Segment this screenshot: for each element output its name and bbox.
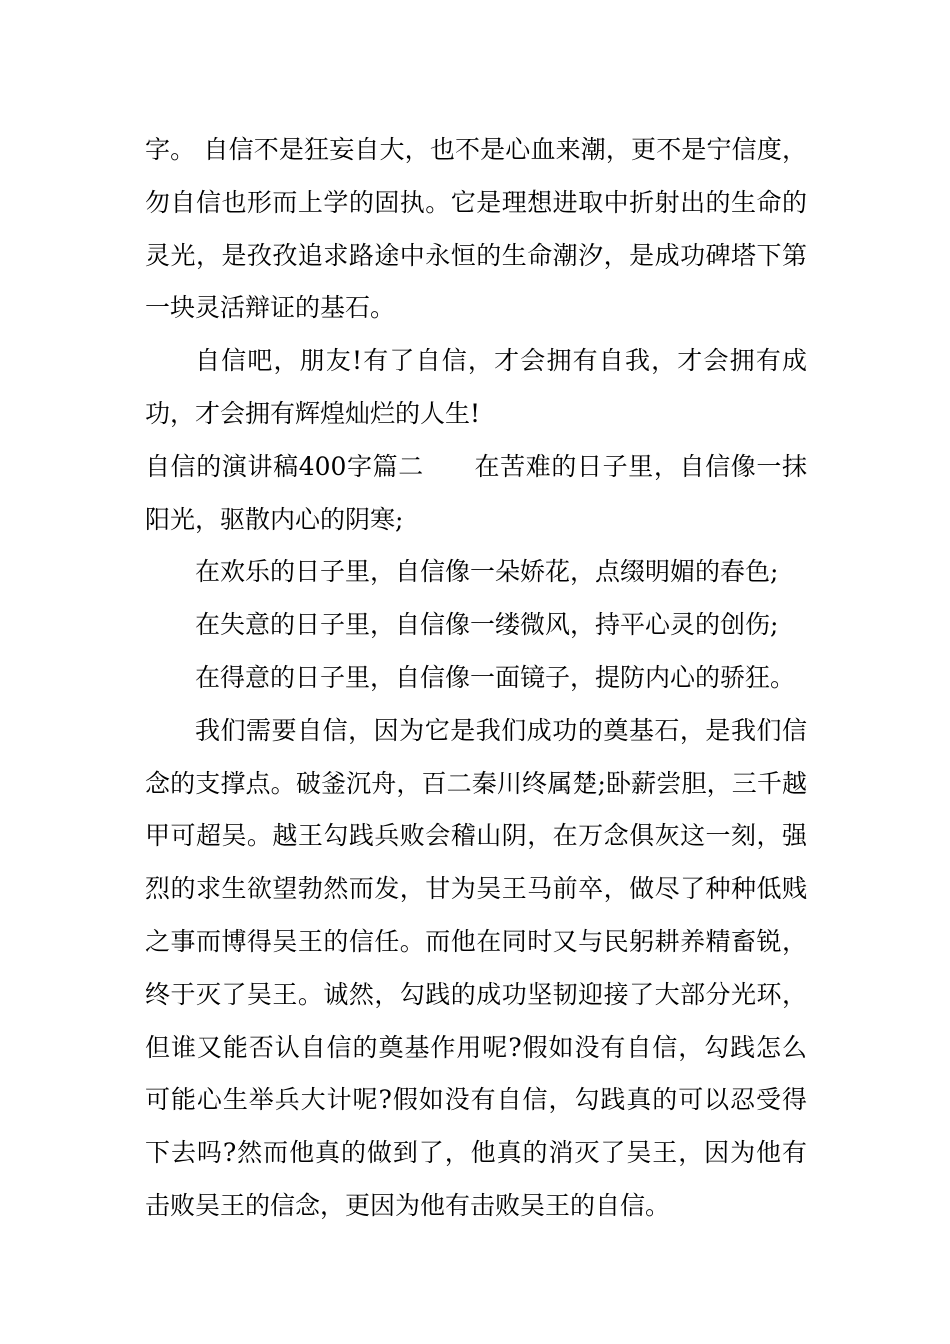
paragraph-confidence-definition: 字。 自信不是狂妄自大，也不是心血来潮，更不是宁信度，勿自信也形而上学的固执。它是理想进取中折射出的生命的灵光，是孜孜追求路途中永恒的生命潮汐，是成功碑塔下第一块灵活辩证的基石。 [145, 135, 807, 323]
paragraph-confidence-call: 自信吧，朋友!有了自信，才会拥有自我，才会拥有成功，才会拥有辉煌灿烂的人生! [145, 346, 807, 428]
section-title: 自信的演讲稿400字篇二 [145, 451, 424, 481]
paragraph-goujian-story: 我们需要自信，因为它是我们成功的奠基石，是我们信念的支撑点。破釜沉舟，百二秦川终属楚;卧薪尝胆，三千越甲可超吴。越王勾践兵败会稽山阴，在万念俱灰这一刻，强烈的求生欲望勃然而发，甘为吴王马前卒，做尽了种种低贱之事而博得吴王的信任。而他在同时又与民躬耕养精畜锐，终于灭了吴王。诚然，勾践的成功坚韧迎接了大部分光环，但谁又能否认自信的奠基作用呢?假如没有自信，勾践怎么可能心生举兵大计呢?假如没有自信，勾践真的可以忍受得下去吗?然而他真的做到了，他真的消灭了吴王，因为他有击败吴王的信念，更因为他有击败吴王的自信。 [145, 715, 807, 1220]
document-body [145, 124, 807, 1233]
paragraph-joy: 在欢乐的日子里，自信像一朵娇花，点缀明媚的春色; [195, 557, 779, 587]
paragraph-pride: 在得意的日子里，自信像一面镜子，提防内心的骄狂。 [195, 662, 796, 692]
paragraph-frustration: 在失意的日子里，自信像一缕微风，持平心灵的创伤; [195, 610, 779, 640]
paragraph-section-two-opening [145, 441, 807, 547]
section-first-text: 在苦难的日子里，自信像一抹阳光，驱散内心的阴寒; [145, 451, 807, 534]
